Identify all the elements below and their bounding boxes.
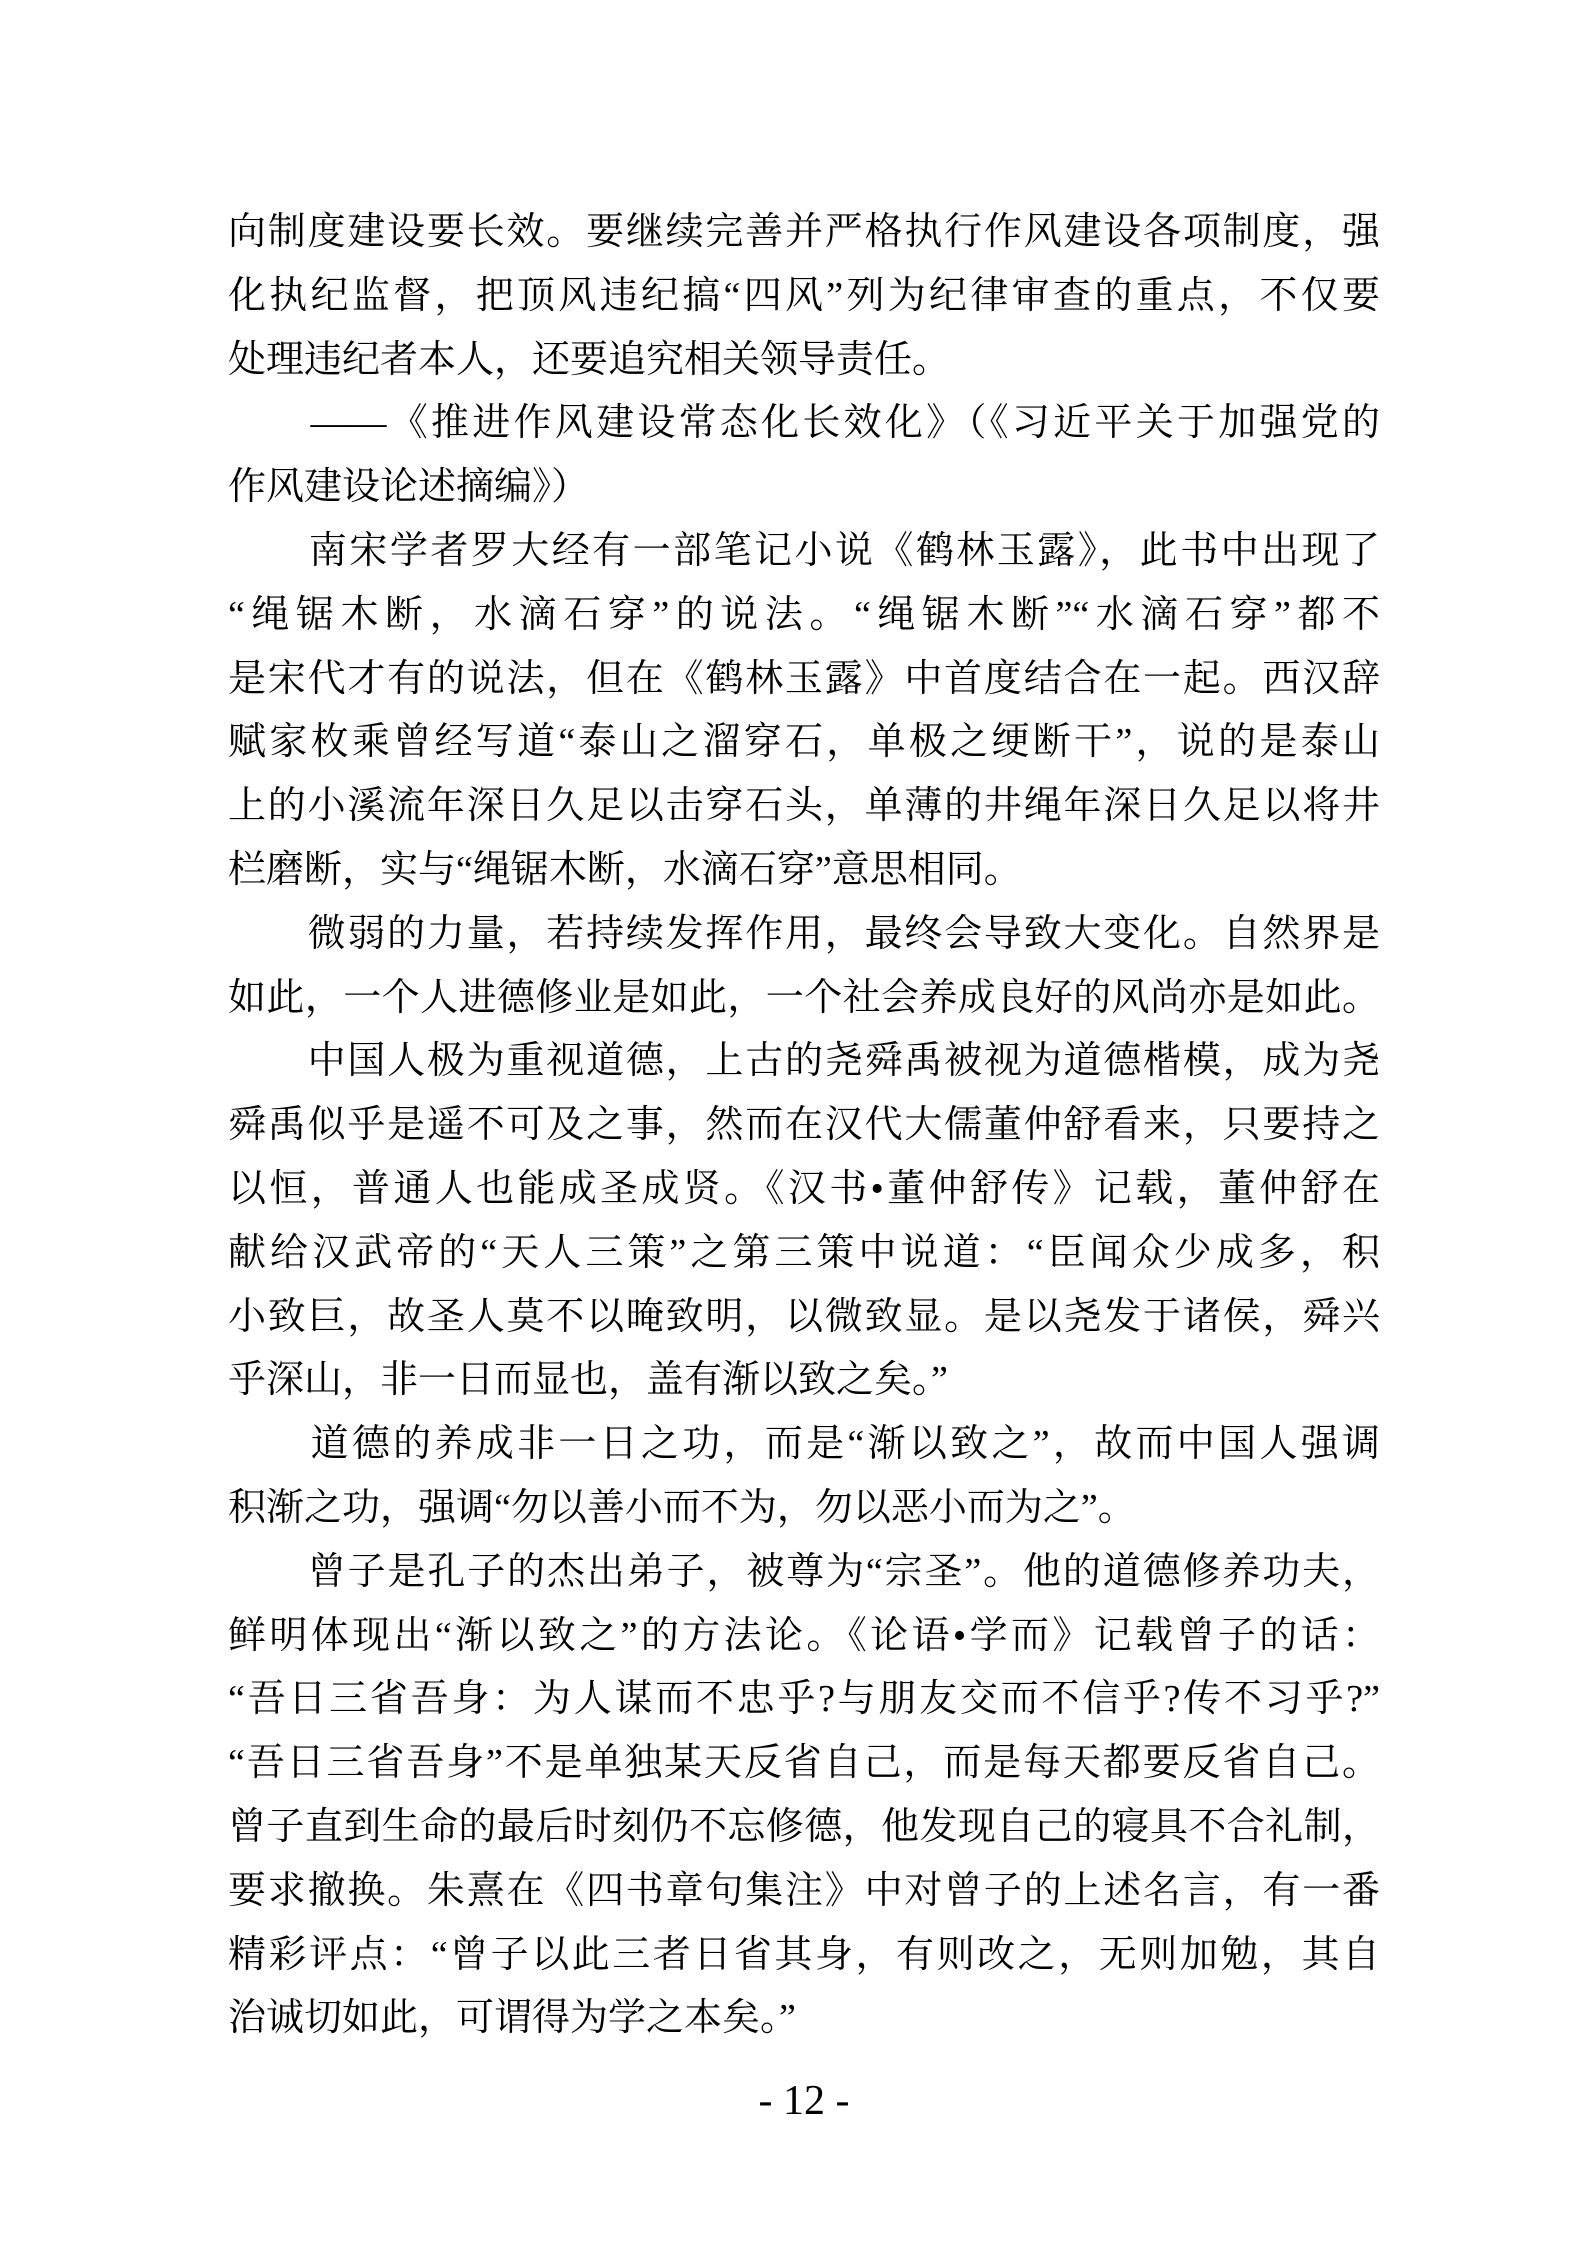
text-line: 乎深山，非一日而显也，盖有渐以致之矣。” xyxy=(228,1359,948,1402)
text-line: 微弱的力量，若持续发挥作用，最终会导致大变化。自然界是 xyxy=(228,912,1380,955)
text-line: 化执纪监督，把顶风违纪搞“四风”列为纪律审查的重点，不仅要 xyxy=(228,274,1380,317)
text-line: 以恒，普通人也能成圣成贤。《汉书•董仲舒传》记载，董仲舒在 xyxy=(228,1167,1380,1210)
text-line: 曾子直到生命的最后时刻仍不忘修德，他发现自己的寝具不合礼制， xyxy=(228,1805,1380,1848)
text-line: 积渐之功，强调“勿以善小而不为，勿以恶小而为之”。 xyxy=(228,1486,1136,1529)
text-line: 舜禹似乎是遥不可及之事，然而在汉代大儒董仲舒看来，只要持之 xyxy=(228,1104,1380,1147)
text-line: 中国人极为重视道德，上古的尧舜禹被视为道德楷模，成为尧 xyxy=(228,1040,1380,1083)
text-line: 鲜明体现出“渐以致之”的方法论。《论语•学而》记载曾子的话： xyxy=(228,1614,1380,1657)
text-line: 治诚切如此，可谓得为学之本矣。” xyxy=(228,1997,796,2040)
text-line: 道德的养成非一日之功，而是“渐以致之”，故而中国人强调 xyxy=(228,1423,1380,1466)
text-line: “绳锯木断，水滴石穿”的说法。“绳锯木断”“水滴石穿”都不 xyxy=(228,593,1380,636)
text-line: 向制度建设要长效。要继续完善并严格执行作风建设各项制度，强 xyxy=(228,211,1380,253)
text-line: 小致巨，故圣人莫不以晻致明，以微致显。是以尧发于诸侯，舜兴 xyxy=(228,1295,1380,1338)
text-line: “吾日三省吾身：为人谋而不忠乎?与朋友交而不信乎?传不习乎?” xyxy=(228,1678,1380,1721)
text-line: 如此，一个人进德修业是如此，一个社会养成良好的风尚亦是如此。 xyxy=(228,976,1380,1019)
text-line: 赋家枚乘曾经写道“泰山之溜穿石，单极之绠断干”，说的是泰山 xyxy=(228,721,1380,764)
page-number: - 12 - xyxy=(758,2078,850,2124)
text-line: 南宋学者罗大经有一部笔记小说《鹤林玉露》，此书中出现了 xyxy=(228,529,1380,572)
text-line: 栏磨断，实与“绳锯木断，水滴石穿”意思相同。 xyxy=(228,848,1022,891)
text-line: 献给汉武帝的“天人三策”之第三策中说道：“臣闻众少成多，积 xyxy=(228,1231,1380,1274)
text-line: 上的小溪流年深日久足以击穿石头，单薄的井绳年深日久足以将井 xyxy=(228,785,1380,828)
text-line: ——《推进作风建设常态化长效化》（《习近平关于加强党的 xyxy=(228,402,1380,445)
text-line: 作风建设论述摘编》） xyxy=(228,466,590,509)
text-line: 处理违纪者本人，还要追究相关领导责任。 xyxy=(228,338,951,381)
text-line: “吾日三省吾身”不是单独某天反省自己，而是每天都要反省自己。 xyxy=(228,1742,1380,1785)
text-line: 精彩评点：“曾子以此三者日省其身，有则改之，无则加勉，其自 xyxy=(228,1933,1380,1976)
text-line: 要求撤换。朱熹在《四书章句集注》中对曾子的上述名言，有一番 xyxy=(228,1869,1380,1912)
text-line: 是宋代才有的说法，但在《鹤林玉露》中首度结合在一起。西汉辞 xyxy=(228,657,1380,700)
text-line: 曾子是孔子的杰出弟子，被尊为“宗圣”。他的道德修养功夫， xyxy=(228,1550,1380,1593)
body-text xyxy=(228,201,1380,2051)
